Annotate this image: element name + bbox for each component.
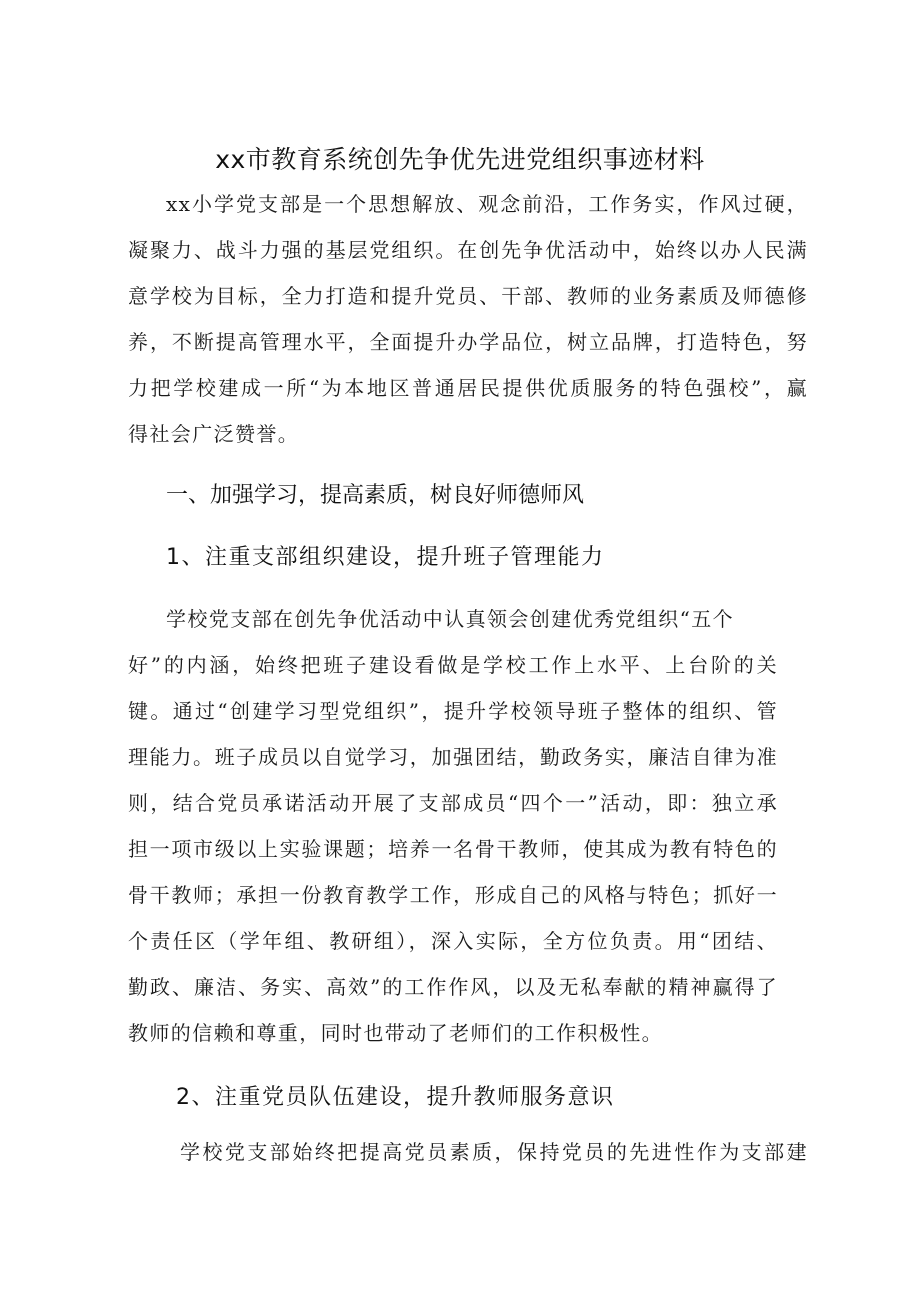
subsection1-paragraph: [128, 596, 778, 1056]
paragraph-line: 个责任区（学年组、教研组），深入实际，全方位负责。用“团结、: [128, 929, 778, 953]
paragraph-line: 学校党支部在创先争优活动中认真领会创建优秀党组织“五个: [166, 607, 735, 631]
paragraph-line: 得社会广泛赞誉。: [128, 422, 300, 446]
paragraph-line: 凝聚力、战斗力强的基层党组织。在创先争优活动中，始终以办人民满: [128, 238, 808, 262]
paragraph-line: 勤政、廉洁、务实、高效”的工作作风，以及无私奉献的精神赢得了: [128, 975, 778, 999]
paragraph-line: 骨干教师；承担一份教育教学工作，形成自己的风格与特色；抓好一: [128, 883, 778, 907]
paragraph-line: 担一项市级以上实验课题；培养一名骨干教师，使其成为教有特色的: [128, 837, 778, 861]
paragraph-line: 键。通过“创建学习型党组织”，提升学校领导班子整体的组织、管: [128, 699, 778, 723]
paragraph-line: 养，不断提高管理水平，全面提升办学品位，树立品牌，打造特色，努: [128, 330, 808, 354]
subsection-heading: 1、注重支部组织建设，提升班子管理能力: [166, 545, 605, 570]
document-title: xx市教育系统创先争优先进党组织事迹材料: [215, 145, 705, 174]
paragraph-line: 理能力。班子成员以自觉学习，加强团结，勤政务实，廉洁自律为准: [128, 745, 778, 769]
intro-paragraph: [128, 181, 808, 457]
paragraph-line: 学校党支部始终把提高党员素质，保持党员的先进性作为支部建: [180, 1140, 808, 1164]
paragraph-line: xx小学党支部是一个思想解放、观念前沿，工作务实，作风过硬，: [166, 192, 808, 216]
paragraph-line: 则，结合党员承诺活动开展了支部成员“四个一”活动，即：独立承: [128, 791, 778, 815]
section-heading: 一、加强学习，提高素质，树良好师德师风: [166, 483, 585, 508]
subsection-heading: 2、注重党员队伍建设，提升教师服务意识: [176, 1085, 615, 1110]
paragraph-line: 好”的内涵，始终把班子建设看做是学校工作上水平、上台阶的关: [128, 653, 778, 677]
paragraph-line: 意学校为目标，全力打造和提升党员、干部、教师的业务素质及师德修: [128, 284, 808, 308]
paragraph-line: 力把学校建成一所“为本地区普通居民提供优质服务的特色强校”，赢: [128, 376, 808, 400]
paragraph-line: 教师的信赖和尊重，同时也带动了老师们的工作积极性。: [128, 1021, 663, 1045]
subsection2-paragraph: [138, 1129, 808, 1175]
